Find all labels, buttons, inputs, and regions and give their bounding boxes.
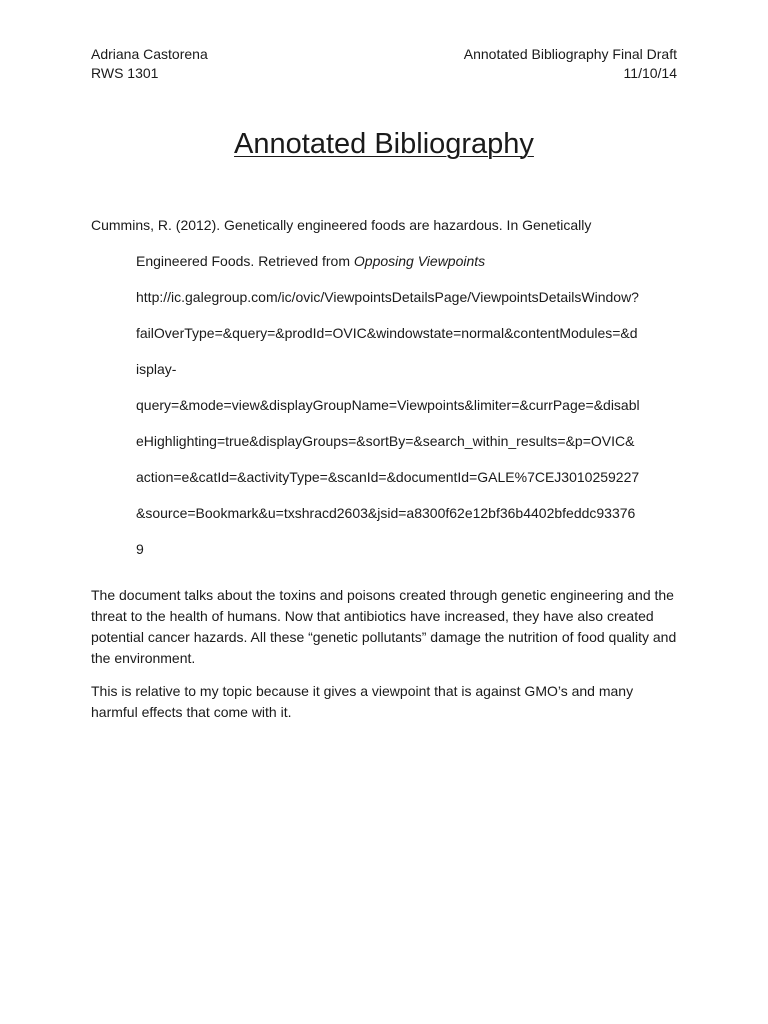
citation-line-2 bbox=[91, 251, 681, 287]
author-name: Adriana Castorena bbox=[91, 46, 208, 62]
citation-url-line: action=e&catId=&activityType=&scanId=&documentId=GALE%7CEJ3010259227 bbox=[136, 469, 640, 485]
course-name: RWS 1301 bbox=[91, 65, 159, 81]
document-label: Annotated Bibliography Final Draft bbox=[463, 46, 677, 62]
annotation-summary-paragraph: The document talks about the toxins and poisons created through genetic engineering and the threat to the health of humans. Now that antibiotics have increased, they have also created potential cancer hazards. All these “genetic pollutants” damage the nutrition of food quality and the environment. bbox=[91, 587, 677, 666]
citation-entry bbox=[91, 215, 681, 575]
annotation-body bbox=[91, 585, 681, 735]
annotation-relevance-paragraph: This is relative to my topic because it gives a viewpoint that is against GMO’s and many harmful effects that come with it. bbox=[91, 683, 634, 720]
citation-database-name: Opposing Viewpoints bbox=[353, 253, 486, 269]
document-date: 11/10/14 bbox=[623, 65, 677, 81]
citation-source-text: Engineered Foods. Retrieved from bbox=[136, 253, 354, 269]
citation-url-line: 9 bbox=[136, 541, 144, 557]
citation-url-line: isplay- bbox=[136, 361, 177, 377]
citation-url-line: eHighlighting=true&displayGroups=&sortBy=&search_within_results=&p=OVIC& bbox=[136, 433, 635, 449]
citation-url-line: query=&mode=view&displayGroupName=Viewpoints&limiter=&currPage=&disabl bbox=[136, 397, 640, 413]
citation-url-line: http://ic.galegroup.com/ic/ovic/ViewpointsDetailsPage/ViewpointsDetailsWindow? bbox=[136, 289, 639, 305]
citation-line-1: Cummins, R. (2012). Genetically engineered foods are hazardous. In Genetically bbox=[91, 217, 592, 233]
page-title: Annotated Bibliography bbox=[234, 128, 534, 160]
citation-url-line: &source=Bookmark&u=txshracd2603&jsid=a8300f62e12bf36b4402bfeddc93376 bbox=[136, 505, 636, 521]
citation-url-line: failOverType=&query=&prodId=OVIC&windowstate=normal&contentModules=&d bbox=[136, 325, 638, 341]
